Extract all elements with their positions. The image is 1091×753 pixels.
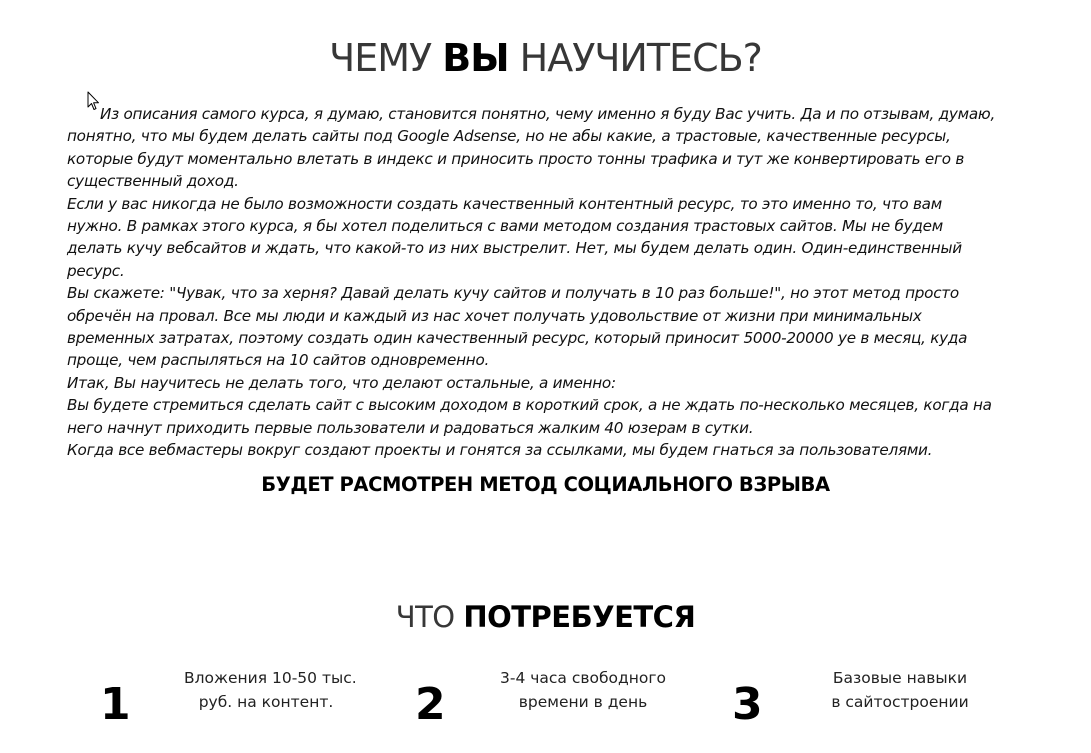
learn-paragraph: Вы скажете: "Чувак, что за херня? Давай делать кучу сайтов и получать в 10 раз больше!", но этот метод просто обречён на провал. Все мы люди и каждый из нас хочет получать удовольствие от жизни при минимальных временных затратах, поэтому создать один качественный ресурс, который приносит 5000-20000 уе в месяц, куда проще, чем распыляться на 10 сайтов одновременно.	[67, 284, 968, 370]
learn-paragraph: Если у вас никогда не было возможности создать качественный контентный ресурс, то это именно то, что вам нужно. В рамках этого курса, я бы хотел поделиться с вами методом создания трастовых сайтов. Мы не будем делать кучу вебсайтов и ждать, что какой-то из них выстрелит. Нет, мы будем делать один. Один-единственный ресурс.	[67, 194, 962, 280]
requirement-number: 2	[415, 679, 446, 730]
requirement-text-line: руб. на контент.	[198, 692, 334, 711]
requirements-title-bold: ПОТРЕБУЕТСЯ	[463, 600, 696, 634]
learn-section-title	[0, 34, 1091, 82]
requirements-title-light: ЧТО	[395, 600, 464, 634]
learn-title-light-2: НАУЧИТЕСЬ?	[508, 36, 762, 80]
requirement-text-line: 3-4 часа свободного	[500, 669, 666, 687]
learn-paragraph: Итак, Вы научитесь не делать того, что делают остальные, а именно:	[67, 373, 616, 392]
requirement-number: 3	[732, 679, 763, 730]
learn-description	[67, 103, 997, 462]
requirement-item	[415, 664, 715, 734]
learn-title-bold: ВЫ	[442, 36, 509, 80]
requirement-text-line: в сайтостроении	[831, 692, 969, 711]
learn-paragraph: Когда все вебмастеры вокруг создают проекты и гонятся за ссылками, мы будем гнаться за пользователями.	[67, 441, 933, 460]
requirement-text	[184, 667, 357, 714]
method-heading: БУДЕТ РАСМОТРЕН МЕТОД СОЦИАЛЬНОГО ВЗРЫВА	[261, 473, 830, 496]
learn-paragraph: Из описания самого курса, я думаю, становится понятно, чему именно я буду Вас учить. Да и по отзывам, думаю, понятно, что мы будем делать сайты под Google Adsense, но не абы какие, а трастовые, качественные ресурсы, которые будут моментально влетать в индекс и приносить просто тонны трафика и тут же конвертировать его в существенный доход.	[67, 105, 996, 191]
requirement-item	[732, 664, 1032, 734]
requirement-text-line: Вложения 10-50 тыс.	[184, 669, 357, 687]
requirement-text	[499, 667, 667, 714]
requirement-text-line: времени в день	[518, 692, 648, 711]
learn-title-light-1: ЧЕМУ	[329, 36, 443, 80]
requirement-text-line: Базовые навыки	[832, 669, 968, 687]
learn-paragraph: Вы будете стремиться сделать сайт с высоким доходом в короткий срок, а не ждать по-несколько месяцев, когда на него начнут приходить первые пользователи и радоваться жалким 40 юзерам в сутки.	[67, 396, 992, 437]
requirement-text	[830, 667, 970, 714]
requirements-section-title	[0, 598, 1091, 636]
requirement-item	[100, 664, 400, 734]
requirement-number: 1	[100, 679, 131, 730]
